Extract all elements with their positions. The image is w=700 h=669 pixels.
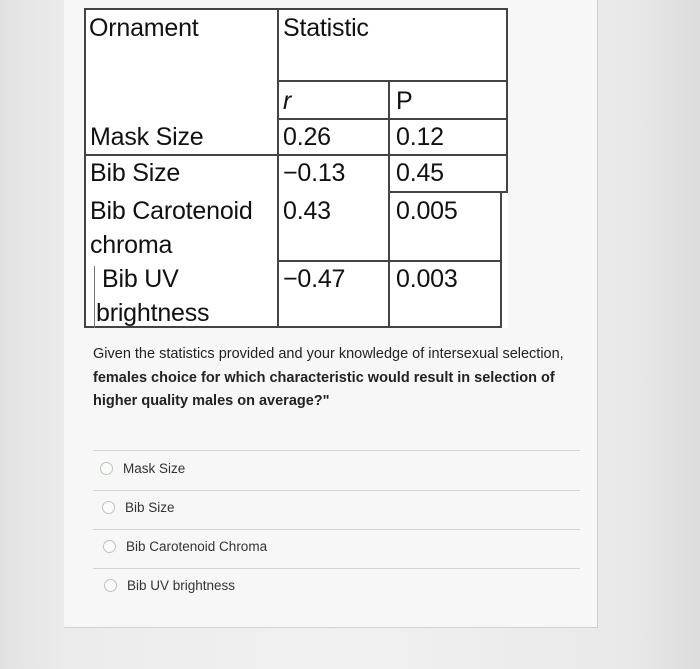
header-ornament: Ornament (89, 14, 199, 42)
row-mask-size-r: 0.26 (283, 123, 331, 151)
subheader-p: P (396, 87, 413, 115)
question-intro: Given the statistics provided and your knowledge of intersexual selection, (93, 346, 564, 362)
radio-button[interactable] (102, 501, 115, 514)
statistics-table (84, 8, 508, 328)
row-bib-carotenoid-r: 0.43 (283, 197, 331, 225)
subheader-r: r (283, 87, 292, 115)
table-hline-1 (277, 80, 508, 82)
radio-button[interactable] (104, 579, 117, 592)
row-bib-size-p: 0.45 (396, 159, 444, 187)
table-hline-5 (277, 260, 502, 262)
row-bib-size-r: −0.13 (283, 159, 346, 187)
table-border-left (84, 8, 86, 328)
row-bib-size-label: Bib Size (90, 159, 181, 187)
row-mask-size-label: Mask Size (90, 123, 204, 151)
row-mask-size-p: 0.12 (396, 123, 444, 151)
option-separator (93, 490, 580, 491)
table-hline-3 (84, 154, 508, 156)
option-separator (93, 568, 580, 569)
row-bib-uv-p: 0.003 (396, 265, 458, 293)
option-bib-uv-brightness[interactable] (104, 575, 235, 595)
table-border-right-upper (506, 8, 508, 193)
option-label: Bib Carotenoid Chroma (126, 538, 268, 554)
option-separator (93, 529, 580, 530)
option-bib-size[interactable] (102, 497, 175, 517)
option-mask-size[interactable] (100, 458, 185, 478)
question-emphasis: females choice for which characteristic would result in selection of higher quality males on average?" (93, 369, 555, 409)
question-text (93, 343, 573, 414)
option-label: Bib Size (125, 499, 175, 515)
option-label: Bib UV brightness (127, 577, 236, 593)
row-bib-uv-label: Bib UV (102, 265, 179, 293)
table-inner-left-mark (94, 266, 95, 328)
table-border-top (84, 8, 508, 10)
table-hline-4 (388, 191, 508, 193)
radio-button[interactable] (100, 462, 113, 475)
row-bib-carotenoid-p: 0.005 (396, 197, 458, 225)
table-hline-2 (277, 118, 508, 120)
row-bib-uv-label-2: brightness (96, 299, 210, 327)
row-bib-carotenoid-label-2: chroma (90, 231, 173, 259)
option-bib-carotenoid-chroma[interactable] (103, 536, 267, 556)
row-bib-carotenoid-label: Bib Carotenoid (90, 197, 253, 225)
option-separator (93, 450, 580, 451)
option-label: Mask Size (123, 460, 186, 476)
row-bib-uv-r: −0.47 (283, 265, 346, 293)
table-col-divider-1 (277, 8, 279, 328)
header-statistic: Statistic (283, 14, 369, 42)
radio-button[interactable] (103, 540, 116, 553)
